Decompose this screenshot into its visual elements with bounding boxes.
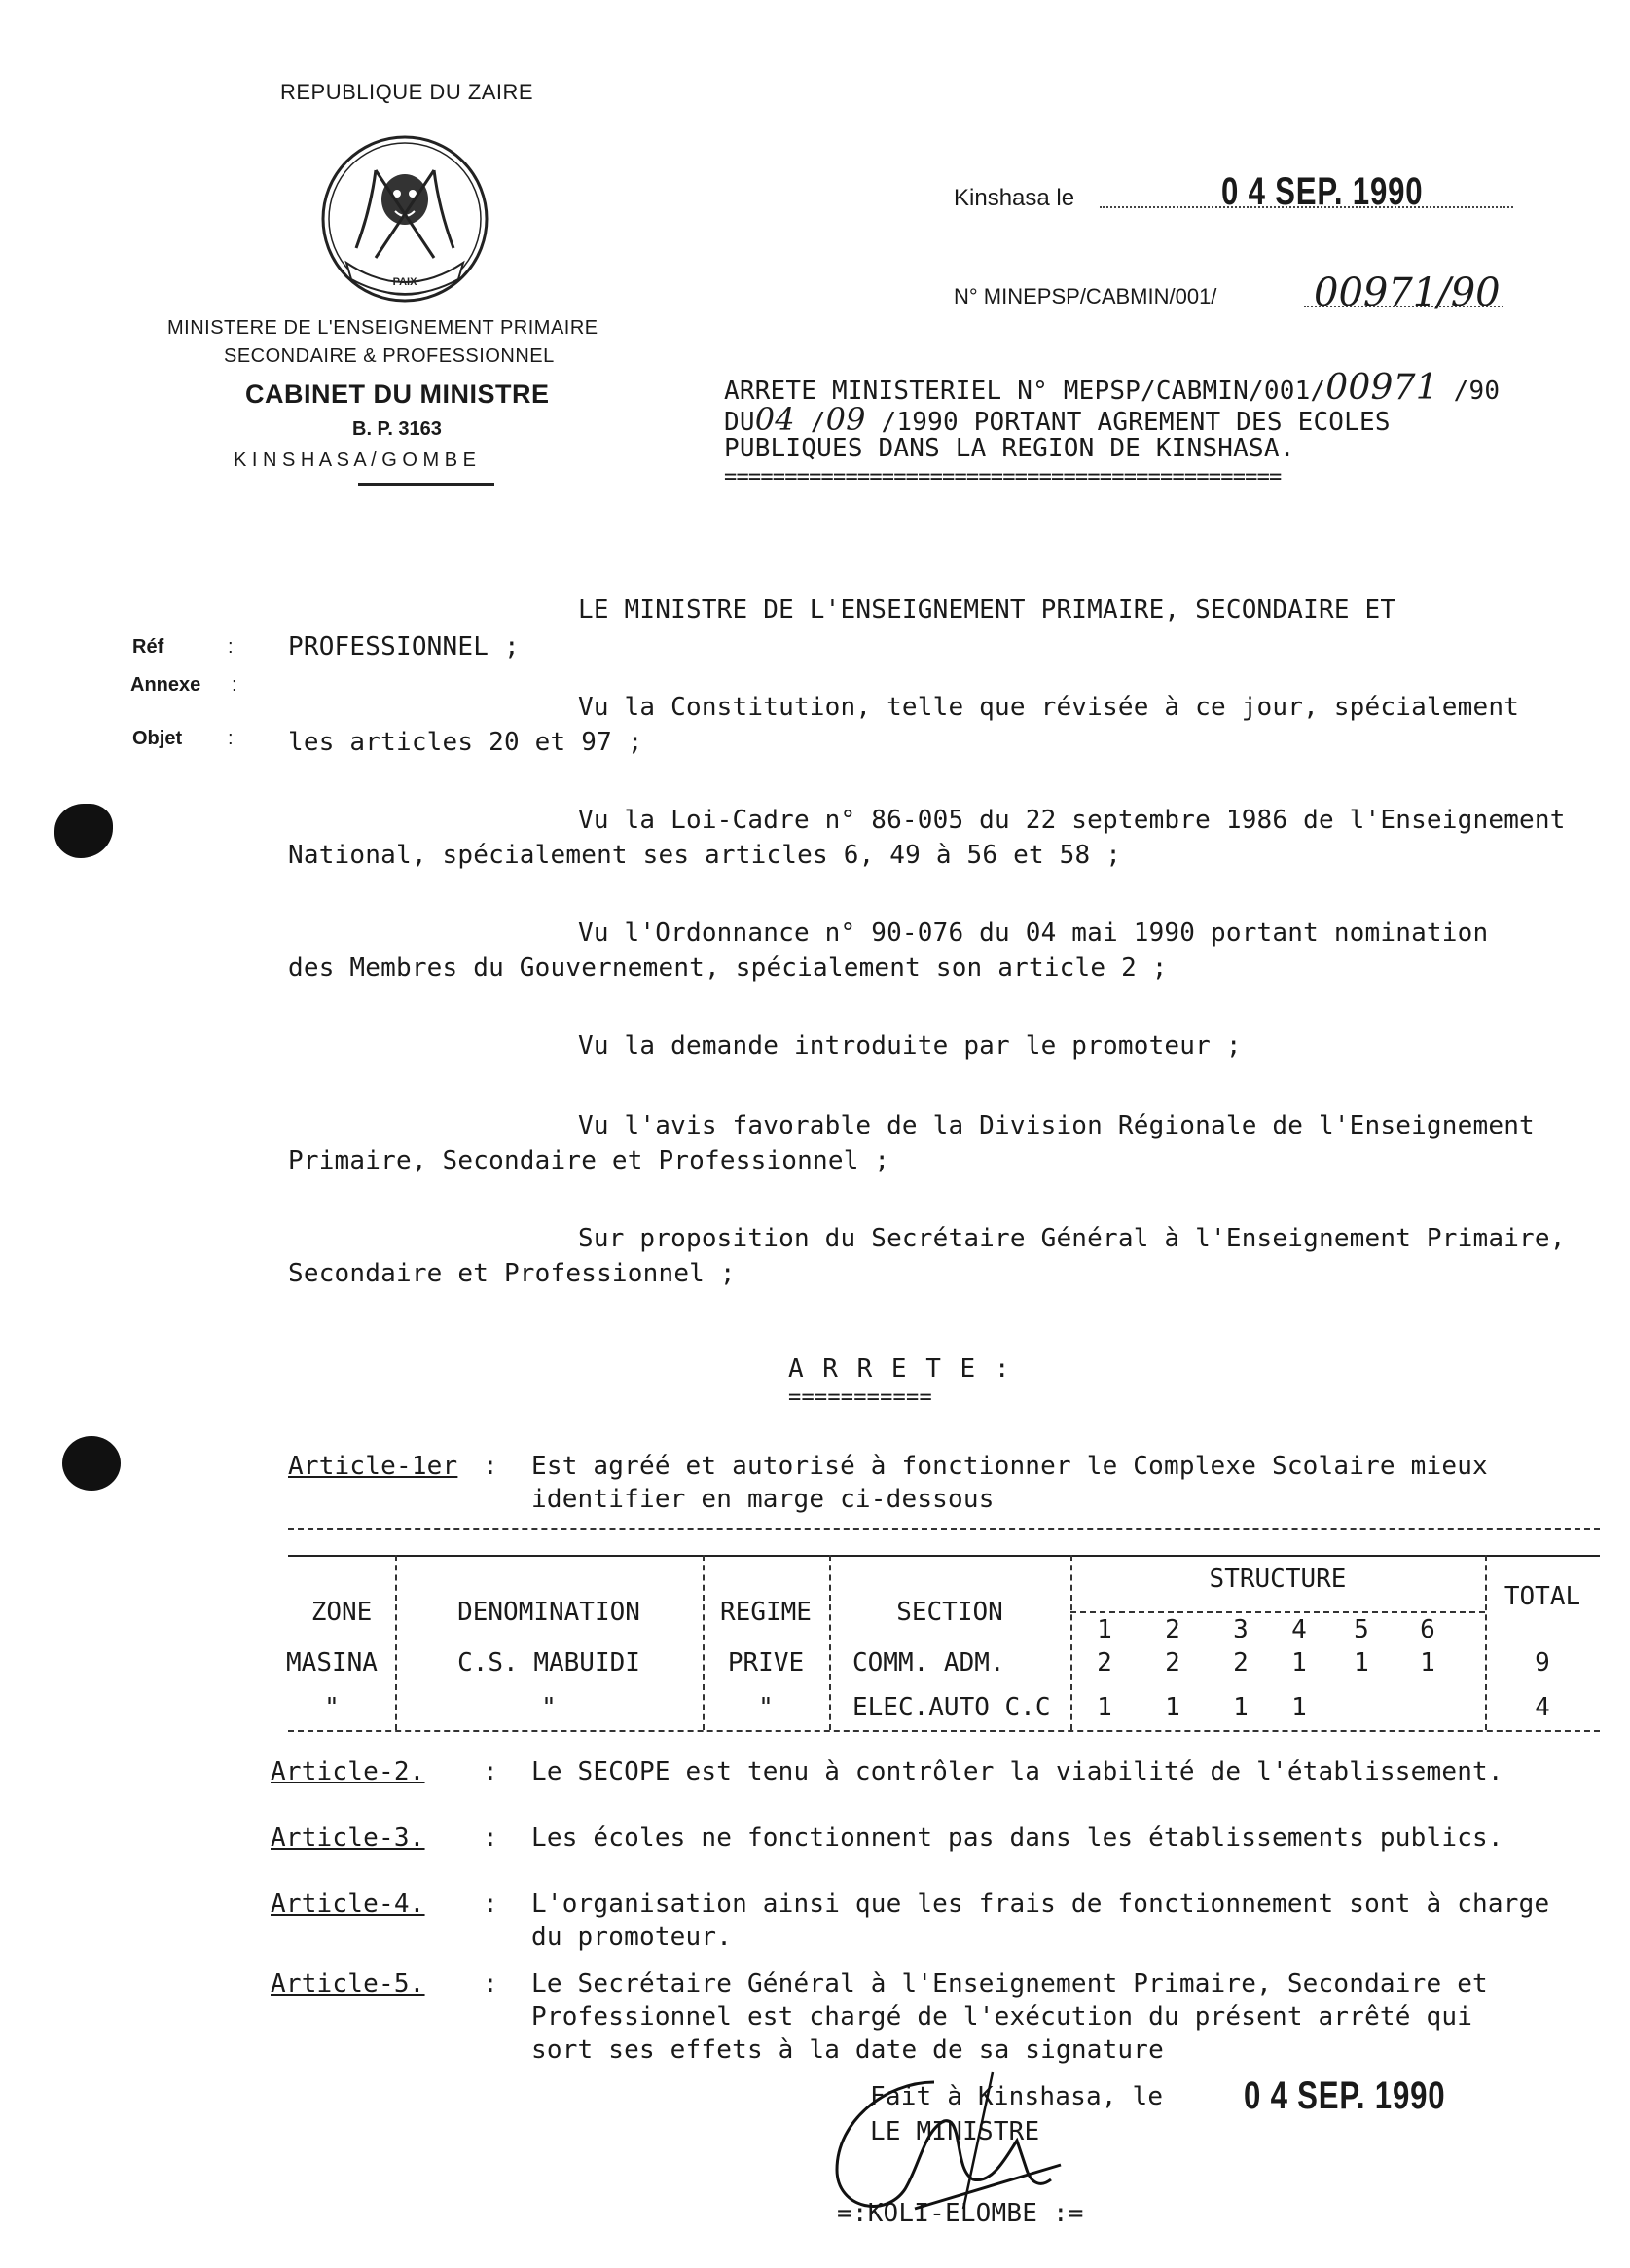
article-3-label: Article-3. [271,1823,425,1853]
city-gombe: K I N S H A S A / G O M B E [234,450,476,471]
vu-constitution-line1: Vu la Constitution, telle que révisée à ce jour, spécialement [578,693,1520,722]
republic-title: REPUBLIQUE DU ZAIRE [280,80,534,104]
ref-label: Réf [132,636,164,658]
minister-line2: PROFESSIONNEL ; [288,632,520,662]
row1-year-4: 1 [1291,1648,1307,1677]
header-year-3: 3 [1233,1615,1249,1644]
vu-ordonnance-line2: des Membres du Gouvernement, spécialement son article 2 ; [288,954,1168,983]
row1-year-6: 1 [1420,1648,1435,1677]
decree-du: DU [724,408,755,437]
sur-proposition-line2: Secondaire et Professionnel ; [288,1259,736,1288]
article-5-colon: : [483,1969,498,1998]
decree-day-hand: 04 [754,401,795,438]
decree-date-sep: / [810,408,826,437]
row1-year-2: 2 [1165,1648,1180,1677]
row2-year-3: 1 [1233,1693,1249,1722]
table-bottom-rule [288,1730,1600,1732]
header-denomination: DENOMINATION [457,1598,640,1627]
row1-year-5: 1 [1354,1648,1369,1677]
arrete-rule: =========== [788,1386,932,1410]
header-year-5: 5 [1354,1615,1369,1644]
row1-zone: MASINA [286,1648,378,1677]
header-section: SECTION [896,1598,1003,1627]
decree-title-prefix: ARRETE MINISTERIEL N° MEPSP/CABMIN/001/ [724,377,1326,406]
fait-a-kinshasa: Fait à Kinshasa, le [870,2082,1164,2111]
minister-signature-icon [817,2063,1070,2228]
reference-handwritten: 00971/90 [1314,270,1501,315]
annexe-colon: : [232,674,237,696]
punch-hole-lower [62,1436,121,1491]
row2-year-1: 1 [1097,1693,1112,1722]
row2-zone: " [324,1693,340,1722]
vu-constitution-line2: les articles 20 et 97 ; [288,728,643,757]
place-label: Kinshasa le [954,185,1075,211]
article-4-colon: : [483,1890,498,1919]
header-year-4: 4 [1291,1615,1307,1644]
header-structure: STRUCTURE [1209,1565,1347,1594]
minister-line1: LE MINISTRE DE L'ENSEIGNEMENT PRIMAIRE, SECONDAIRE ET [578,595,1396,625]
row2-regime: " [758,1693,774,1722]
closing-date-stamp: 0 4 SEP. 1990 [1244,2074,1446,2117]
article-3-text: Les écoles ne fonctionnent pas dans les établissements publics. [531,1823,1503,1853]
vu-ordonnance-line1: Vu l'Ordonnance n° 90-076 du 04 mai 1990 portant nomination [578,918,1489,948]
postal-box: B. P. 3163 [352,418,442,440]
cabinet-title: CABINET DU MINISTRE [245,379,550,409]
row2-year-4: 1 [1291,1693,1307,1722]
row2-denomination: " [541,1693,557,1722]
row2-section: ELEC.AUTO C.C [852,1693,1051,1722]
decree-number-hand: 00971 [1325,368,1438,408]
article-5-label: Article-5. [271,1969,425,1998]
ref-colon: : [228,636,234,658]
le-ministre: LE MINISTRE [870,2117,1040,2146]
punch-hole-upper [54,804,113,858]
article-2-colon: : [483,1757,498,1786]
article-4-label: Article-4. [271,1890,425,1919]
national-emblem [317,131,492,306]
article-1-line2: identifier en marge ci-dessous [531,1485,995,1514]
sur-proposition-line1: Sur proposition du Secrétaire Général à l'Enseignement Primaire, [578,1224,1566,1253]
vu-avis-line1: Vu l'avis favorable de la Division Régionale de l'Enseignement [578,1111,1535,1140]
row1-denomination: C.S. MABUIDI [457,1648,640,1677]
article-4-line2: du promoteur. [531,1923,733,1952]
minister-name: =:KOLI-ELOMBE := [837,2199,1084,2228]
decree-title-suffix: /90 [1453,377,1501,406]
emblem-seal-icon [317,131,492,306]
decree-title-rule: ============================================== [724,465,1282,489]
row1-section: COMM. ADM. [852,1648,1005,1677]
row1-year-1: 2 [1097,1648,1112,1677]
decree-title-line3: PUBLIQUES DANS LA REGION DE KINSHASA. [724,434,1295,463]
emblem-motto: PAIX [392,276,417,288]
header-year-2: 2 [1165,1615,1180,1644]
decree-month-hand: 09 [825,401,866,438]
vu-loi-cadre-line1: Vu la Loi-Cadre n° 86-005 du 22 septembre 1986 de l'Enseignement [578,806,1566,835]
table-top-rule [288,1528,1600,1530]
row1-total: 9 [1535,1648,1550,1677]
row2-total: 4 [1535,1693,1550,1722]
article-5-line1: Le Secrétaire Général à l'Enseignement Primaire, Secondaire et [531,1969,1488,1998]
vu-avis-line2: Primaire, Secondaire et Professionnel ; [288,1146,890,1175]
header-regime: REGIME [720,1598,812,1627]
decree-title-line2 [724,401,1391,438]
article-1-line1: Est agréé et autorisé à fonctionner le Complexe Scolaire mieux [531,1452,1488,1481]
years-rule [1070,1611,1485,1613]
row1-regime: PRIVE [727,1648,805,1677]
article-4-line1: L'organisation ainsi que les frais de fonctionnement sont à charge [531,1890,1550,1919]
objet-label: Objet [132,728,183,749]
article-1-label: Article-1er [288,1452,458,1481]
ministry-line2: SECONDAIRE & PROFESSIONNEL [224,345,555,367]
objet-colon: : [228,728,234,749]
header-zone: ZONE [310,1598,373,1627]
ministry-line1: MINISTERE DE L'ENSEIGNEMENT PRIMAIRE [167,317,598,339]
article-2-text: Le SECOPE est tenu à contrôler la viabilité de l'établissement. [531,1757,1503,1786]
row2-year-2: 1 [1165,1693,1180,1722]
header-year-1: 1 [1097,1615,1112,1644]
annexe-label: Annexe [130,674,201,696]
arrete-heading: A R R E T E : [788,1354,1012,1384]
table-header-top [288,1555,1600,1557]
header-year-6: 6 [1420,1615,1435,1644]
row1-year-3: 2 [1233,1648,1249,1677]
vu-demande-line: Vu la demande introduite par le promoteur ; [578,1031,1242,1061]
vu-loi-cadre-line2: National, spécialement ses articles 6, 49 à 56 et 58 ; [288,841,1122,870]
article-5-line3: sort ses effets à la date de sa signature [531,2035,1164,2065]
header-total: TOTAL [1503,1582,1581,1611]
article-2-label: Article-2. [271,1757,425,1786]
article-3-colon: : [483,1823,498,1853]
article-5-line2: Professionnel est chargé de l'exécution du présent arrêté qui [531,2002,1473,2032]
decree-title-rest: /1990 PORTANT AGREMENT DES ECOLES [881,408,1391,437]
header-underline [358,483,494,486]
article-1-colon: : [483,1452,498,1481]
date-stamp: 0 4 SEP. 1990 [1221,170,1424,213]
reference-prefix: N° MINEPSP/CABMIN/001/ [954,284,1217,308]
